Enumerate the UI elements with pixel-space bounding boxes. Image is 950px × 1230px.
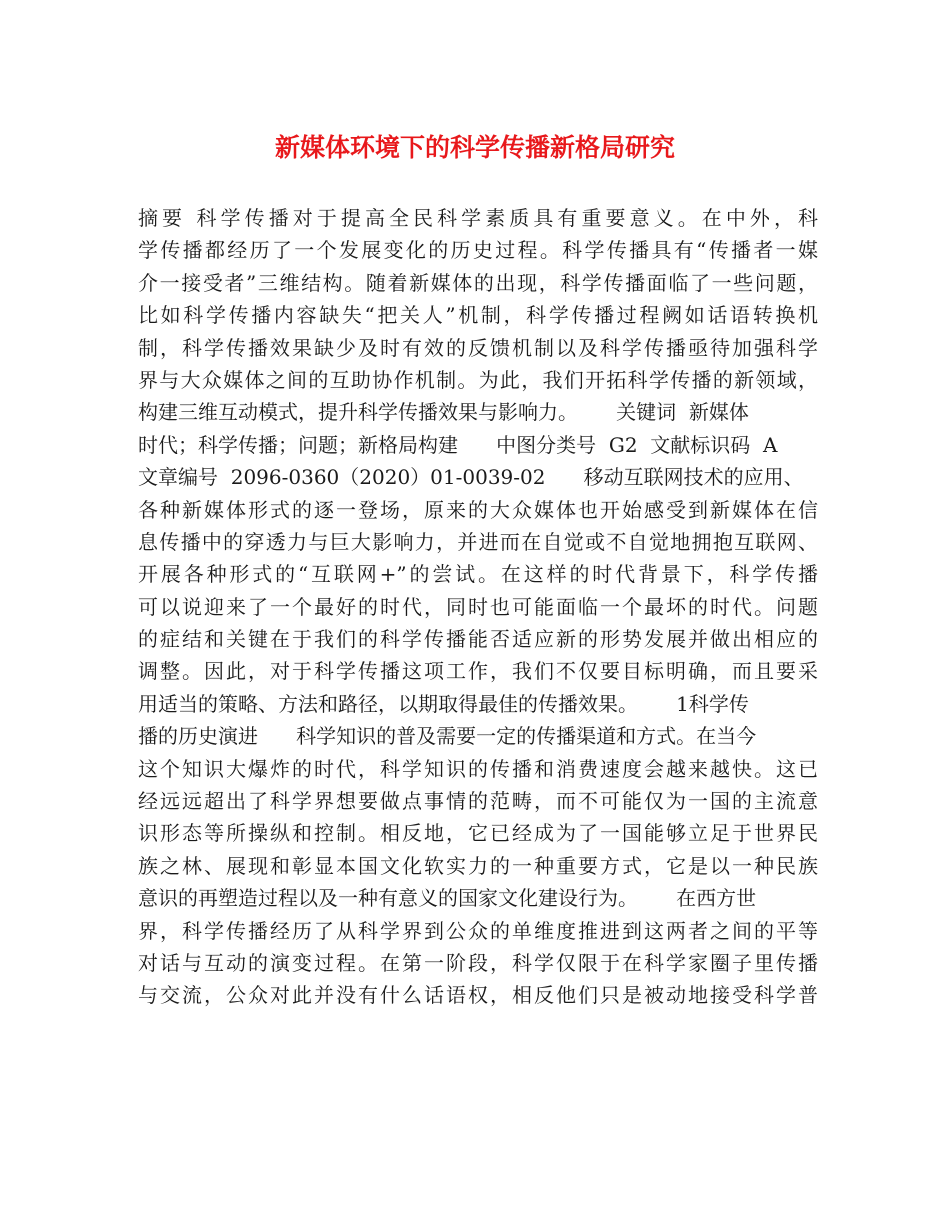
- text-line: 意识的再塑造过程以及一种有意义的国家文化建设行为。 在西方世: [138, 886, 757, 911]
- text-line: 界与大众媒体之间的互助协作机制。为此，我们开拓科学传播的新领域，: [138, 367, 818, 392]
- text-line: 与交流，公众对此并没有什么话语权，相反他们只是被动地接受科学普: [138, 983, 818, 1008]
- text-line: 的症结和关键在于我们的科学传播能否适应新的形势发展并做出相应的: [138, 627, 818, 652]
- text-line: 经远远超出了科学界想要做点事情的范畴，而不可能仅为一国的主流意: [138, 789, 818, 814]
- text-line: 文章编号 2096-0360（2020）01-0039-02 移动互联网技术的应用、: [138, 465, 804, 490]
- text-line: 可以说迎来了一个最好的时代，同时也可能面临一个最坏的时代。问题: [138, 594, 818, 619]
- body-text: [138, 202, 818, 1012]
- text-line: 制，科学传播效果缺少及时有效的反馈机制以及科学传播亟待加强科学: [138, 335, 818, 360]
- text-line: 介一接受者”三维结构。随着新媒体的出现，科学传播面临了一些问题，: [138, 270, 818, 295]
- text-line: 息传播中的穿透力与巨大影响力，并进而在自觉或不自觉地拥抱互联网、: [138, 529, 818, 554]
- text-line: 识形态等所操纵和控制。相反地，它已经成为了一国能够立足于世界民: [138, 821, 818, 846]
- text-line: 对话与互动的演变过程。在第一阶段，科学仅限于在科学家圈子里传播: [138, 950, 818, 975]
- text-line: 族之林、展现和彰显本国文化软实力的一种重要方式，它是以一种民族: [138, 853, 818, 878]
- text-line: 比如科学传播内容缺失“把关人”机制，科学传播过程阙如话语转换机: [138, 303, 818, 328]
- document-title: 新媒体环境下的科学传播新格局研究: [274, 133, 675, 162]
- text-line: 学传播都经历了一个发展变化的历史过程。科学传播具有“传播者一媒: [138, 238, 818, 263]
- text-line: 用适当的策略、方法和路径，以期取得最佳的传播效果。 1科学传: [138, 691, 749, 716]
- text-line: 各种新媒体形式的逐一登场，原来的大众媒体也开始感受到新媒体在信: [138, 497, 818, 522]
- text-line: 调整。因此，对于科学传播这项工作，我们不仅要目标明确，而且要采: [138, 659, 818, 684]
- text-line: 时代；科学传播；问题；新格局构建 中图分类号 G2 文献标识码 A: [138, 432, 778, 457]
- text-line: 这个知识大爆炸的时代，科学知识的传播和消费速度会越来越快。这已: [138, 756, 818, 781]
- text-line: 构建三维互动模式，提升科学传播效果与影响力。 关键词 新媒体: [138, 400, 749, 425]
- text-line: 播的历史演进 科学知识的普及需要一定的传播渠道和方式。在当今: [138, 724, 757, 749]
- text-line: 开展各种形式的“互联网+”的尝试。在这样的时代背景下，科学传播: [138, 562, 818, 587]
- text-line: 摘要 科学传播对于提高全民科学素质具有重要意义。在中外，科: [138, 206, 818, 230]
- text-line: 界，科学传播经历了从科学界到公众的单维度推进到这两者之间的平等: [138, 918, 818, 943]
